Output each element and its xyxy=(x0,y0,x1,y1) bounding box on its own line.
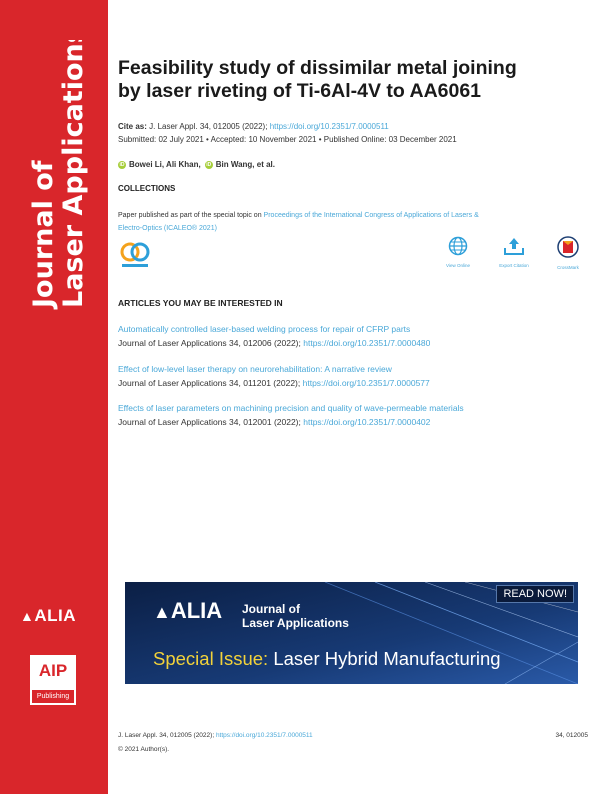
journal-sidebar xyxy=(0,0,108,794)
banner-journal-name: Journal of Laser Applications xyxy=(242,602,349,630)
globe-icon xyxy=(448,236,468,256)
journal-name-vertical xyxy=(14,40,94,310)
collection-logo-icon[interactable] xyxy=(120,240,150,270)
crossmark-button[interactable]: CrossMark xyxy=(546,236,590,270)
export-icon xyxy=(503,236,525,256)
view-online-button[interactable]: View Online xyxy=(436,236,480,268)
special-topic-link-cont[interactable]: Electro-Optics (ICALEO® 2021) xyxy=(118,225,217,232)
related-article-title[interactable]: Automatically controlled laser-based welding process for repair of CFRP parts xyxy=(118,324,411,334)
related-article: Effects of laser parameters on machining precision and quality of wave-permeable materials Journal of Laser Applications 34, 012001 (2022); https://doi.org/10.2351/7.0000402 xyxy=(118,401,588,429)
related-article-doi[interactable]: https://doi.org/10.2351/7.0000402 xyxy=(303,417,431,427)
special-issue-banner[interactable] xyxy=(125,582,578,684)
orcid-icon[interactable]: iD xyxy=(206,161,212,168)
special-topic-note: Paper published as part of the special topic on Proceedings of the International Congress of Applications of Lasers & Electro-Optics (ICALEO® 2021) xyxy=(118,212,479,232)
journal-name-line2: Laser Applications xyxy=(58,40,89,308)
footer-doi-link[interactable]: https://doi.org/10.2351/7.0000511 xyxy=(215,732,313,739)
orcid-icon[interactable]: iD xyxy=(119,161,125,168)
article-dates: Submitted: 02 July 2021 • Accepted: 10 November 2021 • Published Online: 03 December 2021 xyxy=(118,135,457,144)
author-names-2[interactable]: Bin Wang, et al. xyxy=(215,160,275,169)
author-names-1[interactable]: Bowei Li, Ali Khan, xyxy=(129,160,201,169)
page-number: 34, 012005 xyxy=(555,732,588,739)
page-footer: J. Laser Appl. 34, 012005 (2022); https://doi.org/10.2351/7.0000511 34, 012005 xyxy=(118,732,588,739)
alia-icon: ▲ xyxy=(153,602,171,622)
related-article: Automatically controlled laser-based welding process for repair of CFRP parts Journal of Laser Applications 34, 012006 (2022); https://doi.org/10.2351/7.0000480 xyxy=(118,322,588,350)
special-topic-link[interactable]: Proceedings of the International Congress of Applications of Lasers & xyxy=(263,212,479,219)
aip-publishing-text: Publishing xyxy=(32,690,74,703)
banner-special-issue: Special Issue: Laser Hybrid Manufacturing xyxy=(153,648,501,669)
cite-doi-link[interactable]: https://doi.org/10.2351/7.0000511 xyxy=(269,122,389,131)
related-article-title[interactable]: Effect of low-level laser therapy on neurorehabilitation: A narrative review xyxy=(118,364,392,374)
crossmark-icon xyxy=(557,236,579,258)
banner-alia-logo: ▲ALIA xyxy=(153,598,223,623)
collections-heading: COLLECTIONS xyxy=(118,184,176,193)
related-article-doi[interactable]: https://doi.org/10.2351/7.0000577 xyxy=(302,378,430,388)
alia-logo: ▲ALIA xyxy=(20,606,77,625)
author-list xyxy=(118,160,275,169)
related-article-title[interactable]: Effects of laser parameters on machining precision and quality of wave-permeable materials xyxy=(118,403,464,413)
aip-logo-text: AIP xyxy=(38,661,68,680)
related-article: Effect of low-level laser therapy on neurorehabilitation: A narrative review Journal of Laser Applications 34, 011201 (2022); https://doi.org/10.2351/7.0000577 xyxy=(118,362,588,390)
alia-icon: ▲ xyxy=(20,608,35,624)
copyright: © 2021 Author(s). xyxy=(118,746,170,753)
related-articles-heading: ARTICLES YOU MAY BE INTERESTED IN xyxy=(118,298,283,308)
read-now-button[interactable]: READ NOW! xyxy=(496,585,574,603)
aip-publishing-logo[interactable] xyxy=(30,655,76,705)
related-article-doi[interactable]: https://doi.org/10.2351/7.0000480 xyxy=(303,338,431,348)
article-title: Feasibility study of dissimilar metal joining by laser riveting of Ti-6Al-4V to AA6061 xyxy=(118,57,517,102)
export-citation-button[interactable]: Export Citation xyxy=(492,236,536,268)
cite-as: Cite as: J. Laser Appl. 34, 012005 (2022); https://doi.org/10.2351/7.0000511 xyxy=(118,122,389,131)
journal-name-line1: Journal of xyxy=(28,160,59,308)
